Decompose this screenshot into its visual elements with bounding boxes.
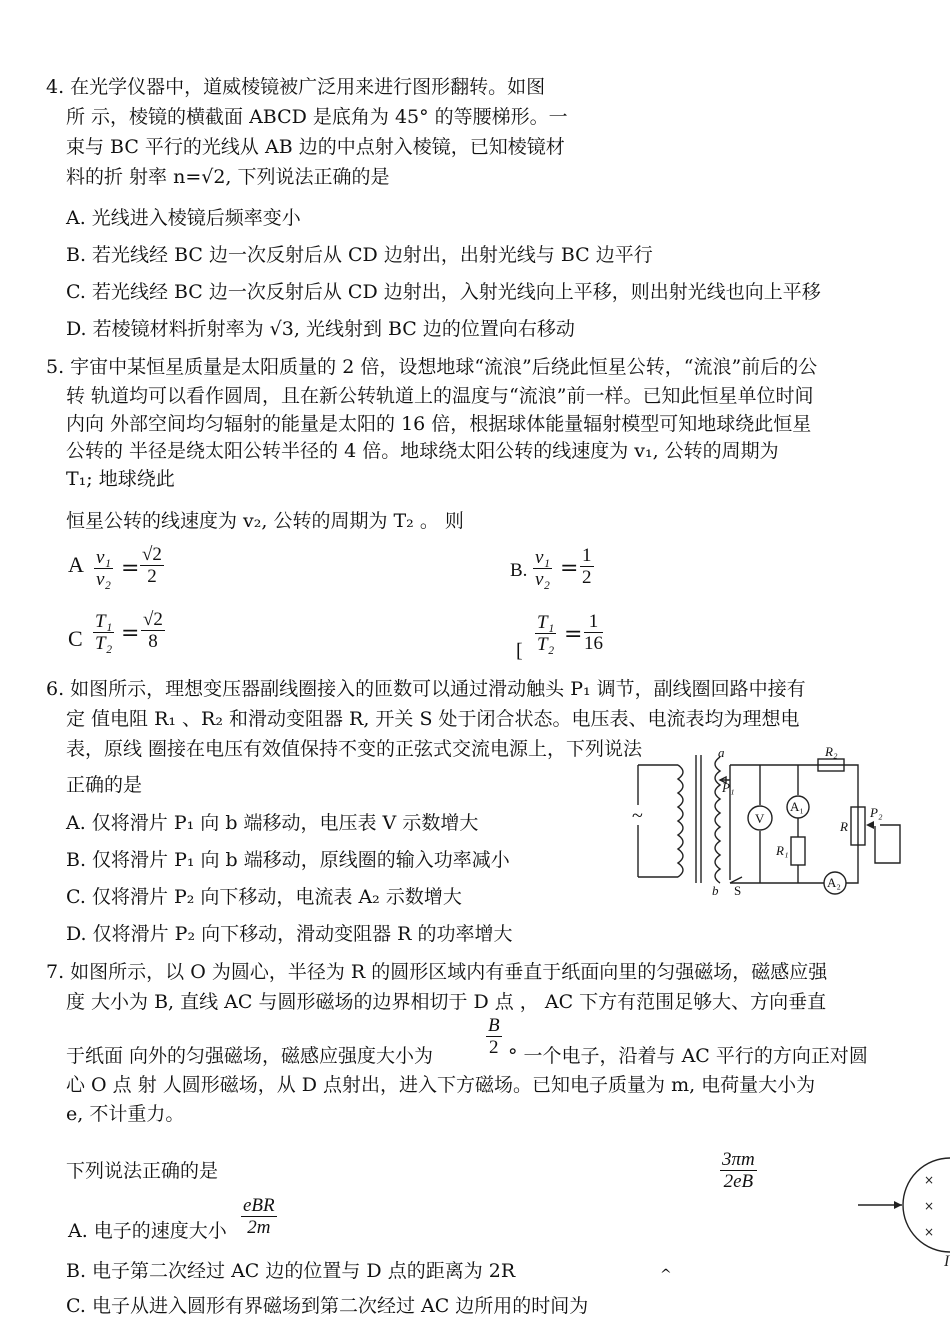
- q5-d-numerator-left: T₁: [537, 612, 555, 633]
- q5-a-denominator-left: v₂: [96, 569, 112, 590]
- slider-p1-label: P₁: [722, 780, 735, 795]
- q6-line-1: 6. 如图所示，理想变压器副线圈接入的匝数可以通过滑动触头 P₁ 调节，副线圈回路中接有: [46, 678, 806, 700]
- q4-line-4: 料的折 射率 n=√2, 下列说法正确的是: [66, 166, 390, 188]
- q7-line-3-end: ° 一个电子，沿着与 AC 平行的方向正对圆: [508, 1045, 868, 1067]
- q5-d-numerator-right: 1: [584, 612, 603, 633]
- q4-option-d: D. 若棱镜材料折射率为 √3, 光线射到 BC 边的位置向右移动: [66, 318, 575, 340]
- q7-line-4: 心 O 点 射 人圆形磁场，从 D 点射出，进入下方磁场。已知电子质量为 m, 电荷量大小为: [66, 1074, 816, 1096]
- q7-option-a-fraction: [241, 1196, 277, 1239]
- q5-b-denominator-right: 2: [582, 567, 592, 588]
- rheostat-r-label: R: [840, 819, 848, 834]
- q5-b-numerator-left: v₁: [535, 547, 551, 568]
- q5-c-denominator-left: T₂: [95, 633, 113, 654]
- q5-b-denominator-left: v₂: [535, 569, 551, 590]
- field-into-page-mark-1: ×: [924, 1173, 935, 1187]
- q5-option-c-right-fraction: [141, 610, 165, 653]
- magnetic-field-figure: [850, 1150, 950, 1270]
- q5-a-numerator-right: √2: [142, 544, 162, 565]
- q7-time-numerator: 3πm: [722, 1149, 755, 1170]
- q5-option-d-right-fraction: [584, 612, 603, 655]
- ac-source-symbol: ~: [632, 805, 643, 827]
- q5-b-numerator-right: 1: [582, 545, 592, 566]
- q7-option-a: A. 电子的速度大小: [68, 1220, 227, 1242]
- q6-line-4: 正确的是: [66, 774, 143, 796]
- q5-line-5: T₁; 地球绕此: [66, 468, 175, 490]
- q4-line-3: 束与 BC 平行的光线从 AB 边的中点射入棱镜，已知棱镜材: [66, 136, 565, 158]
- q5-c-numerator-right: √2: [143, 609, 163, 630]
- figure-edge-letter: I: [944, 1253, 950, 1270]
- q5-option-d-label: [: [516, 640, 523, 662]
- q4-line-1: 4. 在光学仪器中，道威棱镜被广泛用来进行图形翻转。如图: [46, 76, 546, 98]
- q7-time-fraction: [720, 1150, 757, 1193]
- terminal-b-label: b: [712, 883, 719, 895]
- q6-line-3: 表，原线 圈接在电压有效值保持不变的正弦式交流电源上，下列说法: [66, 738, 643, 760]
- q5-d-denominator-right: 16: [584, 633, 603, 654]
- q7-option-c: C. 电子从进入圆形有界磁场到第二次经过 AC 边所用的时间为: [66, 1295, 589, 1317]
- electron-direction-arrow: [894, 1201, 902, 1209]
- q7-option-a-numerator: eBR: [243, 1195, 275, 1216]
- q7-time-denominator: 2eB: [723, 1171, 754, 1192]
- q6-option-d: D. 仅将滑片 P₂ 向下移动，滑动变阻器 R 的功率增大: [66, 923, 513, 945]
- transformer-circuit-diagram: [630, 745, 910, 895]
- slider-p2-arrow: [866, 821, 874, 829]
- q7-field-denominator: 2: [489, 1037, 499, 1058]
- ammeter-a1-label: A₁: [790, 799, 804, 814]
- q5-d-denominator-left: T₂: [537, 634, 555, 655]
- q5-option-c-left-fraction: [93, 612, 114, 655]
- field-into-page-mark-3: ×: [924, 1225, 935, 1239]
- q5-option-d-left-fraction: [535, 613, 556, 656]
- q7-line-3-start: 于纸面 向外的匀强磁场，磁感应强度大小为: [66, 1045, 434, 1067]
- terminal-a-label: a: [718, 745, 725, 760]
- q5-option-b-label: B.: [510, 560, 528, 581]
- resistor-r2-label: R₂: [825, 745, 838, 759]
- q7-option-b: B. 电子第二次经过 AC 边的位置与 D 点的距离为 2R: [66, 1260, 516, 1282]
- q7-field-fraction: [486, 1016, 502, 1059]
- q4-option-a: A. 光线进入棱镜后频率变小: [66, 207, 301, 229]
- q5-line-3: 内向 外部空间均匀辐射的能量是太阳的 16 倍，根据球体能量辐射模型可知地球绕此恒星: [66, 413, 812, 435]
- voltmeter-label: V: [755, 811, 765, 826]
- q7-option-a-denominator: 2m: [247, 1217, 271, 1238]
- q5-a-equals: =: [121, 556, 140, 581]
- q6-option-a: A. 仅将滑片 P₁ 向 b 端移动，电压表 V 示数增大: [66, 812, 479, 834]
- primary-coil: [678, 765, 683, 877]
- q5-option-c-label: C: [68, 626, 83, 651]
- q7-caret-mark: ^: [660, 1267, 672, 1283]
- q5-option-b-left-fraction: [533, 548, 552, 591]
- q6-option-b: B. 仅将滑片 P₁ 向 b 端移动，原线圈的输入功率减小: [66, 849, 510, 871]
- q5-option-a-left-fraction: [94, 548, 113, 591]
- q4-option-c: C. 若光线经 BC 边一次反射后从 CD 边射出，入射光线向上平移，则出射光线也向上平移: [66, 281, 821, 303]
- q5-line-2: 转 轨道均可以看作圆周，且在新公转轨道上的温度与“流浪”前一样。已知此恒星单位时间: [66, 385, 814, 407]
- secondary-coil: [715, 757, 720, 883]
- q5-a-numerator-left: v₁: [96, 547, 112, 568]
- q7-line-5: e, 不计重力。: [66, 1103, 185, 1125]
- q7-field-numerator: B: [488, 1015, 500, 1036]
- rheostat-p2-wire: [875, 825, 900, 863]
- q7-line-6: 下列说法正确的是: [66, 1160, 219, 1182]
- q5-c-denominator-right: 8: [148, 631, 158, 652]
- q5-line-6: 恒星公转的线速度为 v₂, 公转的周期为 T₂ 。 则: [66, 510, 464, 532]
- q5-line-1: 5. 宇宙中某恒星质量是太阳质量的 2 倍，设想地球“流浪”后绕此恒星公转，“流浪”前后的公: [46, 356, 818, 378]
- q5-c-equals: =: [121, 621, 140, 646]
- q5-a-denominator-right: 2: [147, 566, 157, 587]
- q7-line-2: 度 大小为 B, 直线 AC 与圆形磁场的边界相切于 D 点 ， AC 下方有范围足够大、方向垂直: [66, 991, 827, 1013]
- primary-source-wire: [638, 765, 678, 877]
- q6-line-2: 定 值电阻 R₁ 、R₂ 和滑动变阻器 R, 开关 S 处于闭合状态。电压表、电流表均为理想电: [66, 708, 800, 730]
- resistor-r1: [791, 837, 805, 865]
- q5-d-equals: =: [564, 622, 583, 647]
- resistor-r1-label: R₁: [776, 843, 789, 858]
- q5-option-b-right-fraction: [580, 546, 594, 589]
- q5-b-equals: =: [560, 556, 579, 581]
- q4-option-b: B. 若光线经 BC 边一次反射后从 CD 边射出，出射光线与 BC 边平行: [66, 244, 653, 266]
- ammeter-a2-label: A₂: [827, 875, 841, 890]
- q4-line-2: 所 示，棱镜的横截面 ABCD 是底角为 45° 的等腰梯形。一: [66, 106, 568, 128]
- q5-option-a-right-fraction: [140, 545, 164, 588]
- q6-option-c: C. 仅将滑片 P₂ 向下移动，电流表 A₂ 示数增大: [66, 886, 462, 908]
- slider-p2-label: P₂: [870, 805, 883, 820]
- q5-c-numerator-left: T₁: [95, 611, 113, 632]
- q5-option-a-label: A: [68, 552, 84, 577]
- field-into-page-mark-2: ×: [924, 1199, 935, 1213]
- switch-s-label: S: [734, 883, 742, 895]
- q5-line-4: 公转的 半径是绕太阳公转半径的 4 倍。地球绕太阳公转的线速度为 v₁, 公转的周期为: [66, 440, 779, 462]
- q7-line-1: 7. 如图所示，以 O 为圆心，半径为 R 的圆形区域内有垂直于纸面向里的匀强磁场，磁感应强: [46, 961, 828, 983]
